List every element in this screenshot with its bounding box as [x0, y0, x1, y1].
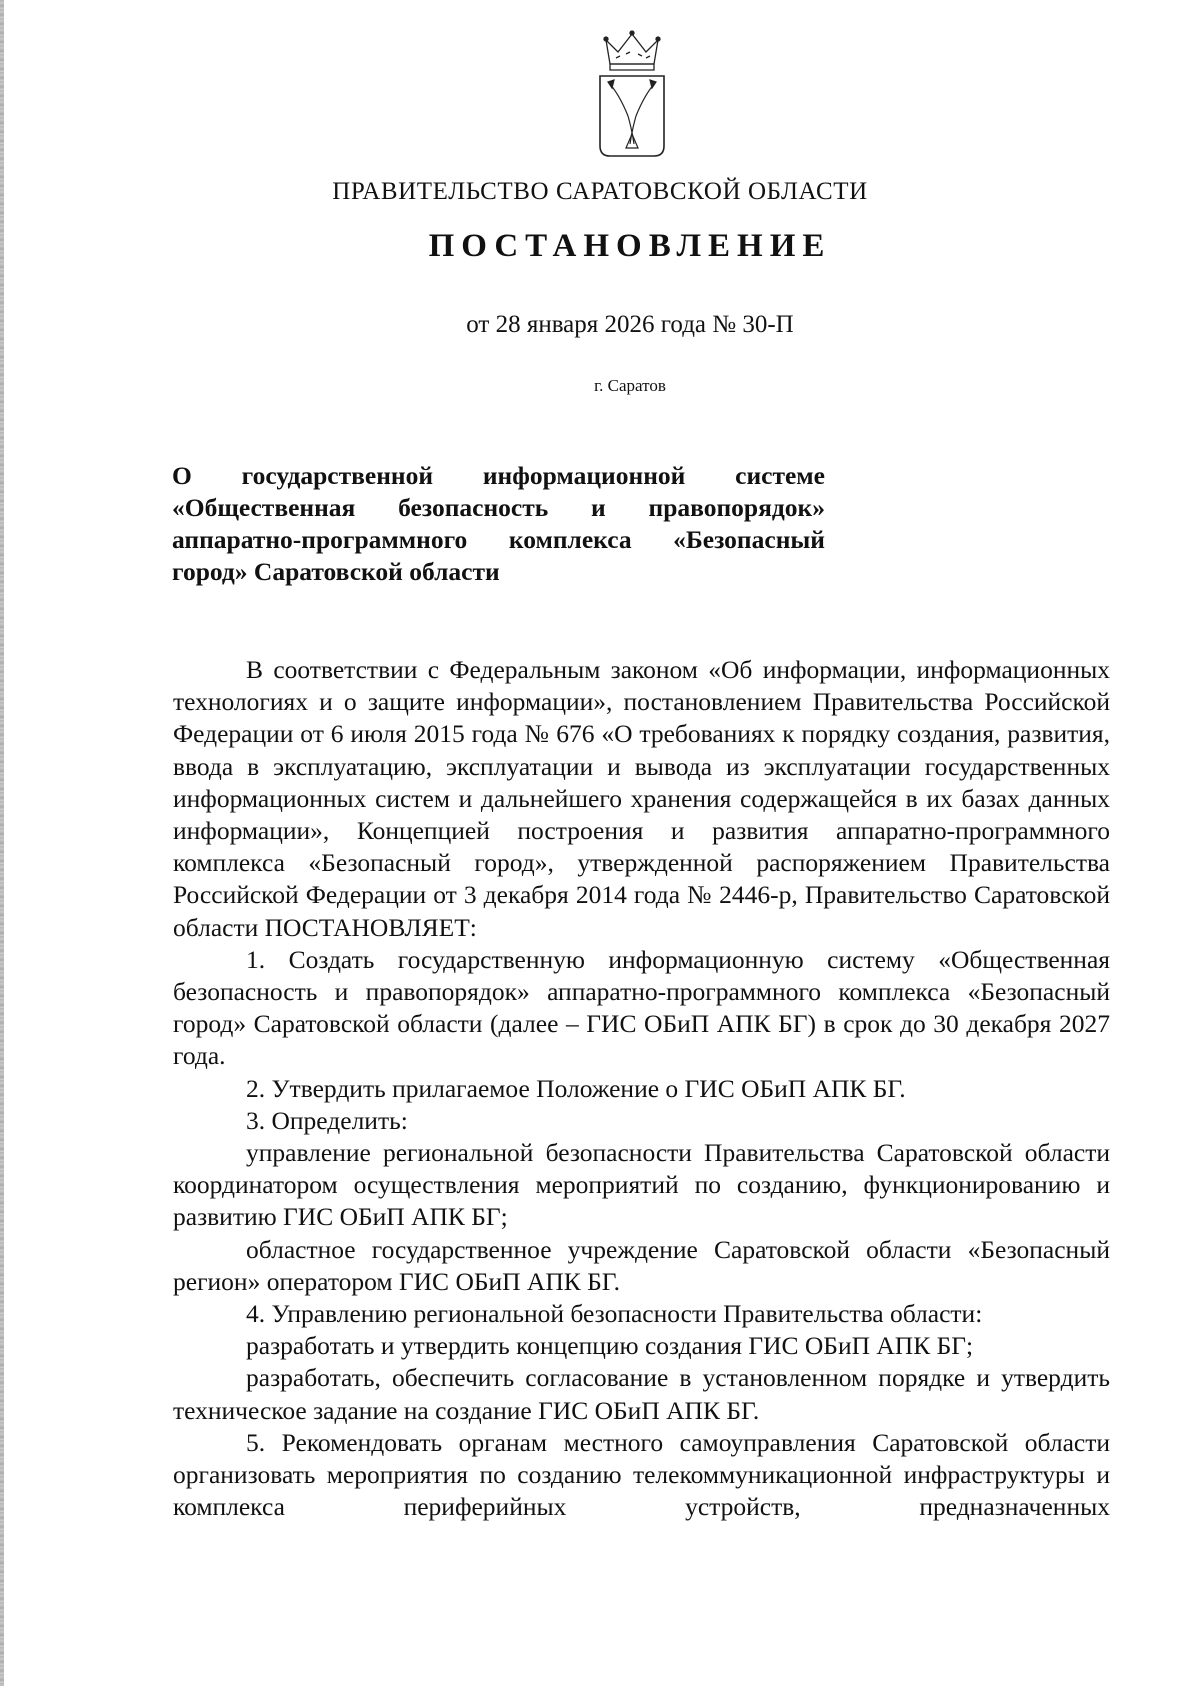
saratov-region-coat-of-arms-icon	[596, 30, 668, 158]
body-paragraph-item-3-a: управление региональной безопасности Правительства Саратовской области координатором осуществления мероприятий по созданию, функционированию и развитию ГИС ОБиП АПК БГ;	[173, 1138, 1110, 1232]
document-subject: О государственной информационной системе «Общественная безопасность и правопорядок» аппаратно-программного комплекса «Безопасный город» Саратовской области	[172, 461, 825, 586]
body-paragraph-item-3-b: областное государственное учреждение Саратовской области «Безопасный регион» оператором ГИС ОБиП АПК БГ.	[173, 1234, 1110, 1296]
document-type: ПОСТАНОВЛЕНИЕ	[428, 228, 832, 264]
body-paragraph-item-4-a: разработать и утвердить концепцию создания ГИС ОБиП АПК БГ;	[246, 1331, 974, 1361]
document-body	[173, 654, 1110, 1523]
body-paragraph-item-2: 2. Утвердить прилагаемое Положение о ГИС ОБиП АПК БГ.	[246, 1073, 906, 1103]
government-name: ПРАВИТЕЛЬСТВО САРАТОВСКОЙ ОБЛАСТИ	[332, 178, 868, 205]
document-city: г. Саратов	[594, 376, 666, 395]
body-paragraph-item-4-b: разработать, обеспечить согласование в установленном порядке и утвердить техническое задание на создание ГИС ОБиП АПК БГ.	[173, 1363, 1110, 1425]
body-paragraph-preamble: В соответствии с Федеральным законом «Об информации, информационных технологиях и о защите информации», постановлением Правительства Российской Федерации от 6 июля 2015 года № 676 «О требованиях к порядку создания, развития, ввода в эксплуатацию, эксплуатации и вывода из эксплуатации государственных информационных систем и дальнейшего хранения содержащейся в их базах данных информации», Концепцией построения и развития аппаратно-программного комплекса «Безопасный город», утвержденной распоряжением Правительства Российской Федерации от 3 декабря 2014 года № 2446-р, Правительство Саратовской области ПОСТАНОВЛЯЕТ:	[173, 655, 1110, 942]
body-paragraph-item-3: 3. Определить:	[246, 1105, 408, 1135]
document-date-number: от 28 января 2026 года № 30-П	[466, 311, 794, 338]
body-paragraph-item-1: 1. Создать государственную информационную систему «Общественная безопасность и правопорядок» аппаратно-программного комплекса «Безопасный город» Саратовской области (далее – ГИС ОБиП АПК БГ) в срок до 30 декабря 2027 года.	[173, 944, 1110, 1071]
body-paragraph-item-5: 5. Рекомендовать органам местного самоуправления Саратовской области организовать мероприятия по созданию телекоммуникационной инфраструктуры и комплекса периферийных устройств, предназначенных	[173, 1427, 1110, 1522]
body-paragraph-item-4: 4. Управлению региональной безопасности Правительства области:	[246, 1299, 983, 1329]
